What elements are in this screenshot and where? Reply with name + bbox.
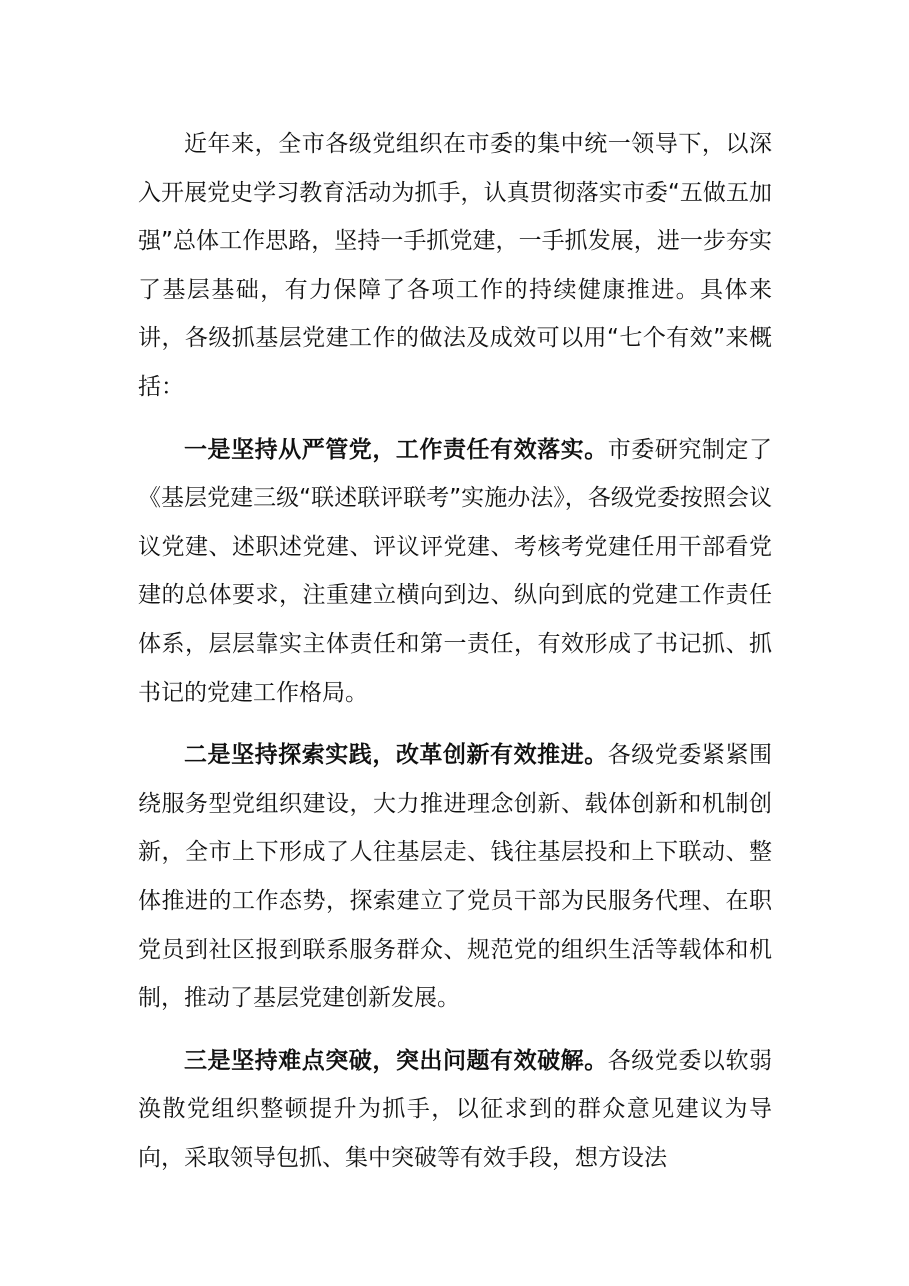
paragraph-point-1 <box>138 426 772 718</box>
document-body <box>138 120 772 1182</box>
paragraph-point-2 <box>138 731 772 1023</box>
paragraph-lead: 一是坚持从严管党，工作责任有效落实。 <box>184 436 608 463</box>
paragraph-intro <box>138 120 772 412</box>
paragraph-spacer <box>138 412 772 426</box>
paragraph-text: 各级党委紧紧围绕服务型党组织建设，大力推进理念创新、载体创新和机制创新，全市上下形成了人往基层走、钱往基层投和上下联动、整体推进的工作态势，探索建立了党员干部为民服务代理、在职党员到社区报到联系服务群众、规范党的组织生活等载体和机制，推动了基层党建创新发展。 <box>138 742 773 1012</box>
paragraph-text: 近年来，全市各级党组织在市委的集中统一领导下，以深入开展党史学习教育活动为抓手，认真贯彻落实市委“五做五加强”总体工作思路，坚持一手抓党建，一手抓发展，进一步夯实了基层基础，有力保障了各项工作的持续健康推进。具体来讲，各级抓基层党建工作的做法及成效可以用“七个有效”来概括： <box>138 131 772 400</box>
paragraph-spacer <box>138 717 772 731</box>
paragraph-spacer <box>138 1023 772 1037</box>
paragraph-text: 市委研究制定了《基层党建三级“联述联评联考”实施办法》，各级党委按照会议议党建、述职述党建、评议评党建、考核考党建任用干部看党建的总体要求，注重建立横向到边、纵向到底的党建工作责任体系，层层靠实主体责任和第一责任，有效形成了书记抓、抓书记的党建工作格局。 <box>138 436 773 706</box>
paragraph-point-3 <box>138 1037 772 1183</box>
paragraph-lead: 三是坚持难点突破，突出问题有效破解。 <box>184 1047 608 1074</box>
paragraph-lead: 二是坚持探索实践，改革创新有效推进。 <box>184 742 608 769</box>
paragraph-text: 各级党委以软弱涣散党组织整顿提升为抓手，以征求到的群众意见建议为导向，采取领导包抓、集中突破等有效手段，想方设法 <box>138 1047 773 1171</box>
